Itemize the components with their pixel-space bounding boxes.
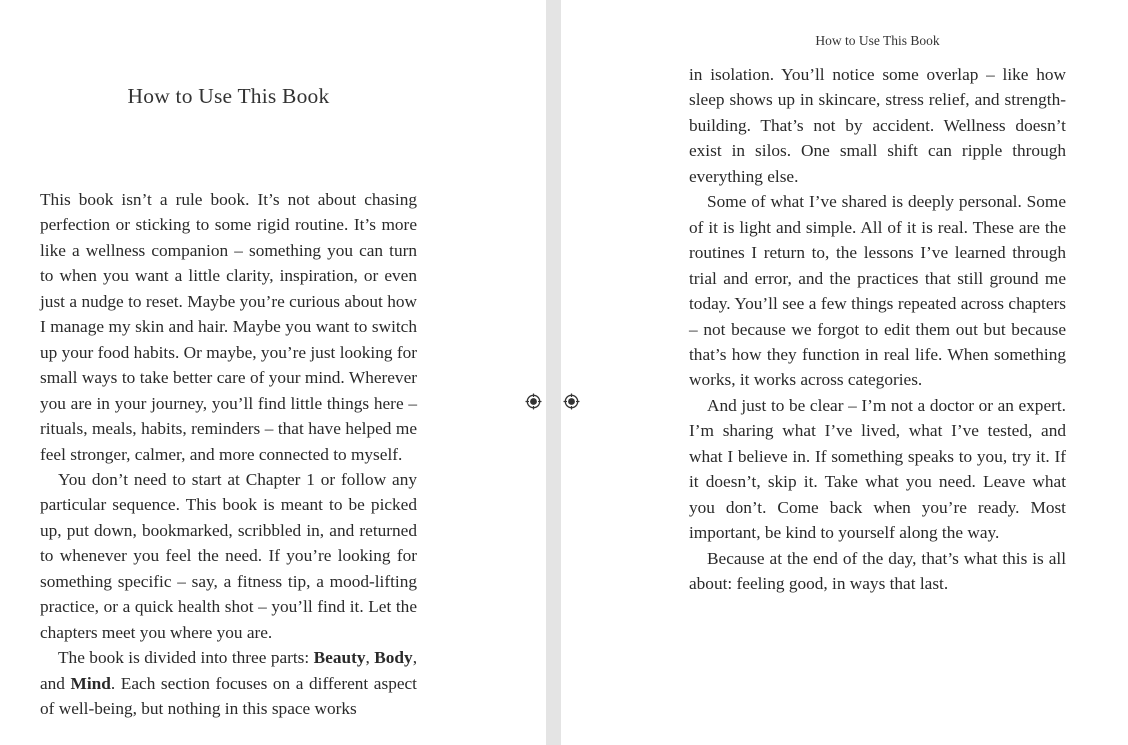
separator-text: ,	[365, 648, 375, 668]
right-page-body	[689, 62, 1066, 597]
part-name-beauty: Beauty	[313, 648, 366, 668]
next-page-handle[interactable]	[563, 393, 580, 410]
separator-text: , and	[40, 648, 418, 693]
paragraph-text: The book is divided into three parts:	[58, 648, 314, 668]
paragraph-text: . Each section focuses on a different aspect of well-being, but nothing in this space works	[40, 673, 417, 719]
paragraph: This book isn’t a rule book. It’s not about chasing perfection or sticking to some rigid routine. It’s more like a wellness companion – something you can turn to when you want a little clarity, inspiration, or even just a nudge to reset. Maybe you’re curious about how I manage my skin and hair. Maybe you want to switch up your food habits. Or maybe, you’re just looking for small ways to take better care of your mind. Wherever you are in your journey, you’ll find little things here – rituals, meals, habits, reminders – that have helped me feel stronger, calmer, and more connected to myself.	[40, 190, 417, 464]
book-gutter	[546, 0, 561, 745]
paragraph: Some of what I’ve shared is deeply personal. Some of it is light and simple. All of it is real. These are the routines I return to, the lessons I’ve learned through trial and error, and the practices that still ground me today. You’ll see a few things repeated across chapters – not because we forgot to edit them out but because that’s how they function in real life. When something works, it works across categories.	[689, 192, 1066, 390]
paragraph: You don’t need to start at Chapter 1 or follow any particular sequence. This book is meant to be picked up, put down, bookmarked, scribbled in, and returned to whenever you feel the need. If you’re looking for something specific – say, a fitness tip, a mood-lifting practice, or a quick health shot – you’ll find it. Let the chapters meet you where you are.	[40, 469, 417, 642]
part-name-body: Body	[374, 648, 413, 668]
crosshair-handle-icon	[563, 393, 580, 410]
paragraph: And just to be clear – I’m not a doctor or an expert. I’m sharing what I’ve lived, what I’ve tested, and what I believe in. If something speaks to you, try it. If it doesn’t, skip it. Take what you need. Leave what you don’t. Come back when you’re ready. Most important, be kind to yourself along the way.	[689, 395, 1066, 543]
crosshair-handle-icon	[525, 393, 542, 410]
paragraph: Because at the end of the day, that’s what this is all about: feeling good, in ways that last.	[689, 548, 1066, 594]
paragraph: in isolation. You’ll notice some overlap – like how sleep shows up in skincare, stress relief, and strength-building. That’s not by accident. Wellness doesn’t exist in silos. One small shift can ripple through everything else.	[689, 65, 1066, 186]
paragraph	[40, 645, 417, 721]
running-head: How to Use This Book	[815, 33, 940, 48]
chapter-title: How to Use This Book	[127, 84, 330, 108]
part-name-mind: Mind	[70, 673, 111, 693]
left-page-body	[40, 187, 417, 722]
previous-page-handle[interactable]	[525, 393, 542, 410]
